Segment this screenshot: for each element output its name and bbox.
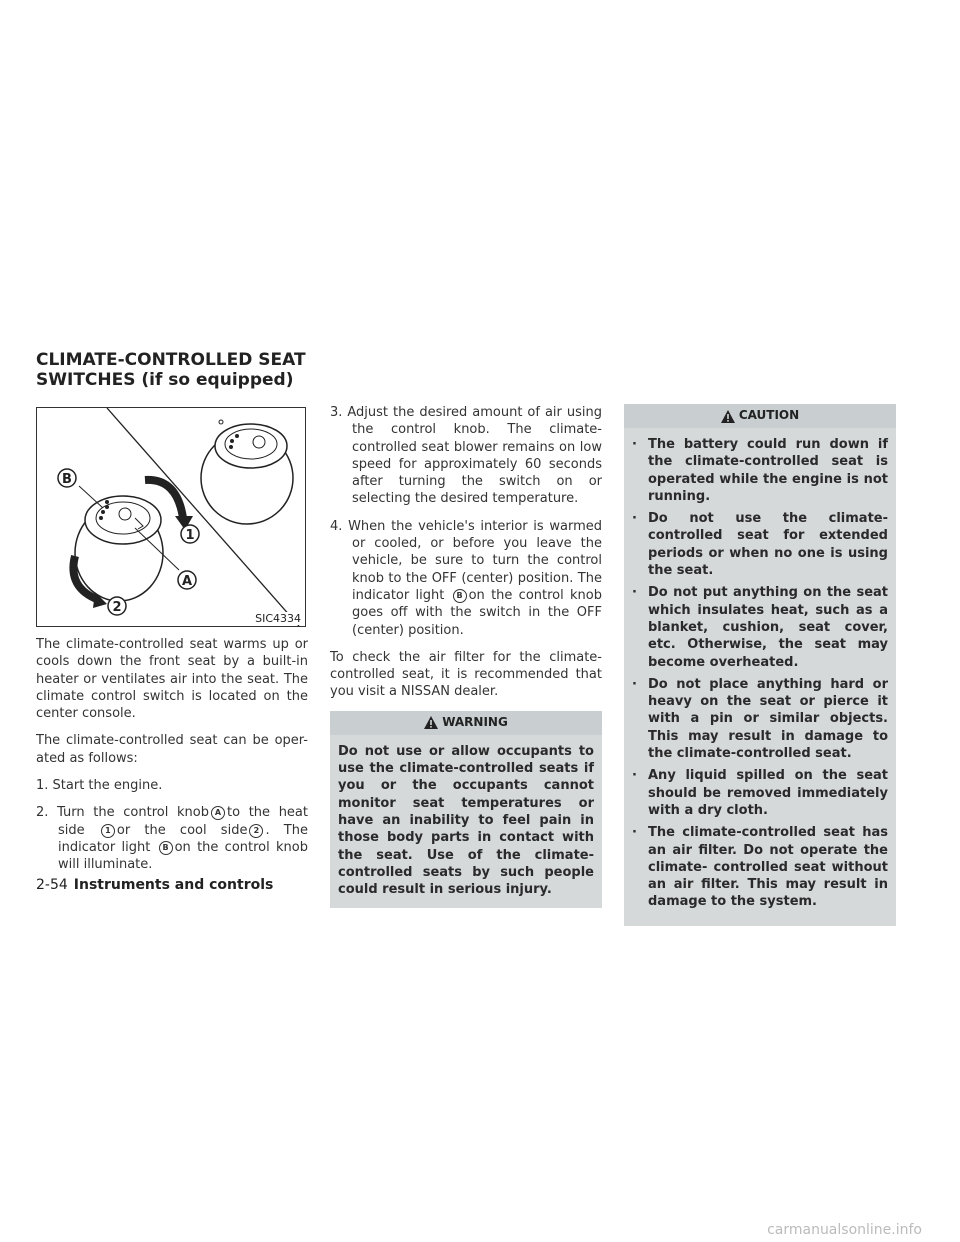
svg-text:A: A: [181, 574, 193, 589]
column-2: [330, 404, 602, 908]
step-1: 1. Start the engine.: [36, 778, 163, 794]
caution-item: · Any liquid spilled on the seat should be removed immediately with a dry cloth.: [632, 768, 888, 818]
warning-title: WARNING: [442, 715, 508, 730]
operation-intro: The climate-controlled seat can be oper- ated as follows:: [36, 733, 308, 766]
callout-a: [178, 571, 196, 589]
caution-item: · Do not use the climate-controlled seat for extended periods or when no one is using the seat.: [632, 511, 888, 579]
intro-paragraph: The climate-controlled seat warms up or cools down the front seat by a built-in heater or ventilates air into the seat. The climate control switch is located on the center console.: [36, 637, 308, 722]
page-footer: [36, 877, 273, 893]
filter-paragraph: To check the air filter for the climate- controlled seat, it is recommended that you visit a NISSAN dealer.: [330, 649, 602, 700]
svg-text:1: 1: [185, 528, 195, 543]
section-heading-line1: CLIMATE-CONTROLLED SEAT: [36, 350, 306, 370]
callout-1-icon: 1: [101, 824, 115, 838]
leader-b: [79, 486, 103, 508]
caution-header: [624, 404, 896, 428]
page-number: 2-54: [36, 877, 68, 893]
warning-box: [330, 711, 602, 909]
caution-box: [624, 404, 896, 926]
caution-item: · Do not put anything on the seat which insulates heat, such as a blanket, cushion, seat cover, etc. Otherwise, the seat may become overheated.: [632, 585, 888, 670]
caution-title: CAUTION: [738, 408, 800, 423]
section-heading: [36, 350, 336, 390]
control-knob-illustration: [36, 407, 306, 627]
warning-header: [330, 711, 602, 735]
passenger-knob: [201, 420, 293, 524]
callout-2: [108, 597, 126, 615]
caution-item: · Do not place anything hard or heavy on the seat or pierce it with a pin or similar objects. This may result in damage to the climate-controlled seat.: [632, 676, 888, 762]
warning-icon: [424, 716, 438, 729]
svg-text:B: B: [62, 472, 72, 487]
callout-b-icon: B: [453, 589, 467, 603]
svg-text:2: 2: [112, 600, 122, 615]
step-4: 4. When the vehicle's interior is warmed or cooled, or before you leave the vehicle, be sure to turn the control knob to the OFF (center) position. The indicator light B on the control knob goes off with the switch in the OFF (center) position.: [330, 518, 602, 638]
caution-item: · The climate-controlled seat has an air filter. Do not operate the climate- controlled seat without an air filter. This may result in damage to the system.: [632, 825, 888, 910]
caution-item: · The battery could run down if the climate-controlled seat is operated while the engine is not running.: [632, 437, 888, 504]
callout-1: [181, 525, 199, 543]
callout-b-icon: B: [159, 841, 173, 855]
warning-text: Do not use or allow occupants to use the climate-controlled seats if you or the occupants cannot monitor seat temperatures or have an inability to feel pain in those body parts in contact with the seat. Use of the climate- controlled seats by such people could result in serious injury.: [338, 743, 594, 898]
callout-2-icon: 2: [249, 824, 263, 838]
caution-list: [624, 428, 896, 926]
step-2: 2. Turn the control knob A to the heat side 1 or the cool side 2 . The indicator light B on the control knob will illuminate.: [36, 805, 308, 873]
watermark: carmanualsonline.info: [767, 1222, 922, 1238]
callout-b: [58, 469, 76, 487]
figure-code: SIC4334: [255, 612, 301, 625]
knob-diagram: [37, 408, 305, 626]
column-3: [624, 404, 896, 926]
callout-a-icon: A: [211, 806, 225, 820]
step-3: 3. Adjust the desired amount of air using the control knob. The climate-controlled seat blower remains on low speed for approximately 60 seconds after turning the switch on or selecting the desired temperature.: [330, 405, 602, 507]
caution-icon: [721, 410, 735, 423]
column-1: [36, 636, 308, 884]
driver-knob: [75, 496, 163, 601]
footer-section: Instruments and controls: [73, 877, 274, 893]
section-heading-line2: SWITCHES (if so equipped): [36, 370, 294, 390]
